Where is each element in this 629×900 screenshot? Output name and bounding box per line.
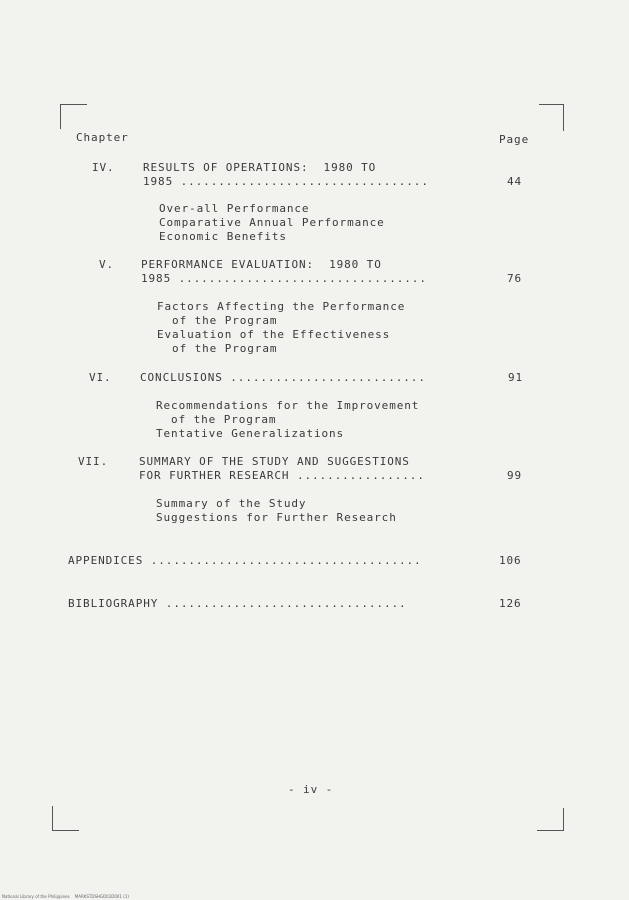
section-entry: Evaluation of the Effectiveness <box>157 328 391 341</box>
corner-mark-bottom-right <box>537 808 564 831</box>
chapter-title-leader: 1985 ................................. <box>141 272 427 285</box>
chapter-column-heading: Chapter <box>76 131 129 144</box>
chapter-title: PERFORMANCE EVALUATION: 1980 TO <box>141 258 382 271</box>
section-entry: Comparative Annual Performance <box>159 216 385 229</box>
corner-mark-top-right <box>539 104 564 131</box>
section-entry: Tentative Generalizations <box>156 427 345 440</box>
appendices-page-number: 106 <box>499 554 522 567</box>
bibliography-entry: BIBLIOGRAPHY ................................ <box>68 597 407 610</box>
bibliography-page-number: 126 <box>499 597 522 610</box>
section-entry: Over-all Performance <box>159 202 310 215</box>
chapter-page-number: 99 <box>507 469 523 482</box>
chapter-title-leader: 1985 ................................. <box>143 175 429 188</box>
chapter-title-leader: FOR FURTHER RESEARCH ................. <box>139 469 425 482</box>
section-entry: Factors Affecting the Performance <box>157 300 406 313</box>
chapter-number: VI. <box>89 371 112 384</box>
chapter-number: VII. <box>78 455 109 468</box>
section-entry: of the Program <box>156 413 277 426</box>
chapter-page-number: 44 <box>507 175 523 188</box>
corner-mark-bottom-left <box>52 806 79 831</box>
page-column-heading: Page <box>499 133 530 146</box>
appendices-entry: APPENDICES .................................... <box>68 554 422 567</box>
section-entry: Summary of the Study <box>156 497 307 510</box>
scan-footer: National Library of the Philippines MARKSTDSHGD01D001 (1) <box>2 894 129 899</box>
section-entry: of the Program <box>157 314 278 327</box>
chapter-number: V. <box>99 258 115 271</box>
chapter-page-number: 91 <box>508 371 524 384</box>
chapter-title: SUMMARY OF THE STUDY AND SUGGESTIONS <box>139 455 410 468</box>
section-entry: of the Program <box>157 342 278 355</box>
chapter-number: IV. <box>92 161 115 174</box>
chapter-title-leader: CONCLUSIONS .......................... <box>140 371 426 384</box>
section-entry: Recommendations for the Improvement <box>156 399 420 412</box>
section-entry: Economic Benefits <box>159 230 287 243</box>
page-number: - iv - <box>288 783 334 796</box>
chapter-title: RESULTS OF OPERATIONS: 1980 TO <box>143 161 377 174</box>
section-entry: Suggestions for Further Research <box>156 511 397 524</box>
corner-mark-top-left <box>60 104 87 129</box>
chapter-page-number: 76 <box>507 272 523 285</box>
